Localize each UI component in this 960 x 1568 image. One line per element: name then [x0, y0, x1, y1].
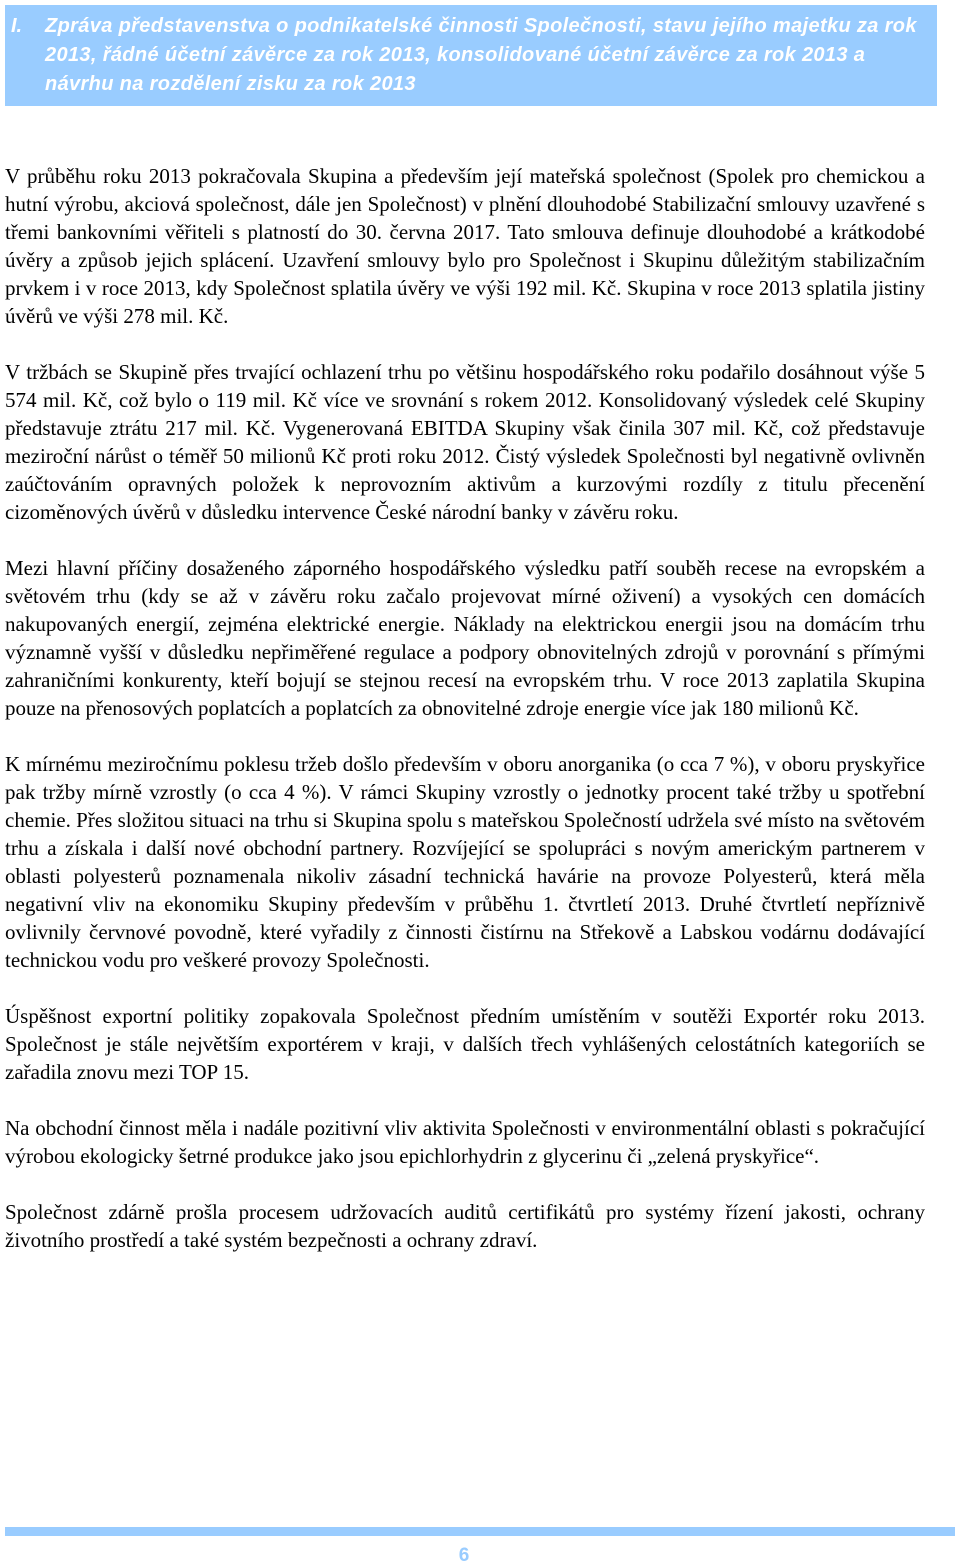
paragraph-sales-decline: K mírnému meziročnímu poklesu tržeb došlo především v oboru anorganika (o cca 7 %), v oboru pryskyřice pak tržby mírně vzrostly (o cca 4 %). V rámci Skupiny vzrostly o jednotky procent také tržby u spotřební chemie. Přes složitou situaci na trhu si Skupina spolu s mateřskou Společností udržela své místo na světovém trhu a získala i další nové obchodní partnery. Rozvíjející se spolupráci s novým americkým partnerem v oblasti polyesterů poznamenala nikoliv zásadní technická havárie na provoze Polyesterů, která měla negativní vliv na ekonomiku Skupiny především v průběhu 1. čtvrtletí 2013. Druhé čtvrtletí nepříznivě ovlivnily červnové povodně, které vyřadily z činnosti čistírnu na Střekově a Labskou vodárnu dodávající technickou vodu pro veškeré provozy Společnosti. — [5, 752, 925, 972]
paragraph-certification: Společnost zdárně prošla procesem udržovacích auditů certifikátů pro systémy řízení jakosti, ochrany životního prostředí a také systém bezpečnosti a ochrany zdraví. — [5, 1200, 925, 1252]
paragraph-revenues: V tržbách se Skupině přes trvající ochlazení trhu po většinu hospodářského roku podařilo dosáhnout výše 5 574 mil. Kč, což bylo o 119 mil. Kč více ve srovnání s rokem 2012. Konsolidovaný výsledek celé Skupiny představuje ztrátu 217 mil. Kč. Vygenerovaná EBITDA Skupiny však činila 307 mil. Kč, což představuje meziroční nárůst o téměř 50 milionů Kč proti roku 2012. Čistý výsledek Společnosti byl negativně ovlivněn zaúčtováním opravných položek k neprovozním aktivům a kurzovými rozdíly z titulu přecenění cizoměnových úvěrů v důsledku intervence České národní banky v závěru roku. — [5, 360, 925, 524]
section-heading — [5, 5, 937, 106]
section-title: Zpráva představenstva o podnikatelské činnosti Společnosti, stavu jejího majetku za rok 2013, řádné účetní závěrce za rok 2013, konsolidované účetní závěrce za rok 2013 a návrhu na rozdělení zisku za rok 2013 — [45, 15, 917, 95]
paragraph-export: Úspěšnost exportní politiky zopakovala Společnost předním umístěním v soutěži Exportér roku 2013. Společnost je stále největším exportérem v kraji, v dalších třech vyhlášených celostátních kategoriích se zařadila znovu mezi TOP 15. — [5, 1004, 925, 1084]
page-number: 6 — [458, 1545, 470, 1566]
section-number: I. — [11, 15, 23, 37]
footer-divider — [5, 1527, 955, 1536]
paragraph-environmental: Na obchodní činnost měla i nadále pozitivní vliv aktivita Společnosti v environmentální oblasti s pokračující výrobou ekologicky šetrné produkce jako jsou epichlorhydrin z glycerinu či „zelená pryskyřice“. — [5, 1116, 925, 1168]
paragraph-stabilization-agreement: V průběhu roku 2013 pokračovala Skupina a především její mateřská společnost (Spolek pro chemickou a hutní výrobu, akciová společnost, dále jen Společnost) v plnění dlouhodobé Stabilizační smlouvy uzavřené s třemi bankovními věřiteli s platností do 30. června 2017. Tato smlouva definuje dlouhodobé a krátkodobé úvěry a způsob jejich splácení. Uzavření smlouvy bylo pro Společnost i Skupinu důležitým stabilizačním prvkem i v roce 2013, kdy Společnost splatila úvěry ve výši 192 mil. Kč. Skupina v roce 2013 splatila jistiny úvěrů ve výši 278 mil. Kč. — [5, 164, 925, 328]
document-body — [5, 162, 925, 1282]
paragraph-loss-causes: Mezi hlavní příčiny dosaženého záporného hospodářského výsledku patří souběh recese na evropském a světovém trhu (kdy se až v závěru roku začalo projevovat mírné oživení) a vysokých cen domácích nakupovaných energií, zejména elektrické energie. Náklady na elektrickou energii jsou na domácím trhu významně vyšší v důsledku nepřiměřené regulace a podpory obnovitelných zdrojů v porovnání s přímými zahraničními konkurenty, kteří bojují se stejnou recesí na evropském trhu. V roce 2013 zaplatila Skupina pouze na přenosových poplatcích a poplatcích za obnovitelné zdroje energie více jak 180 milionů Kč. — [5, 556, 925, 720]
